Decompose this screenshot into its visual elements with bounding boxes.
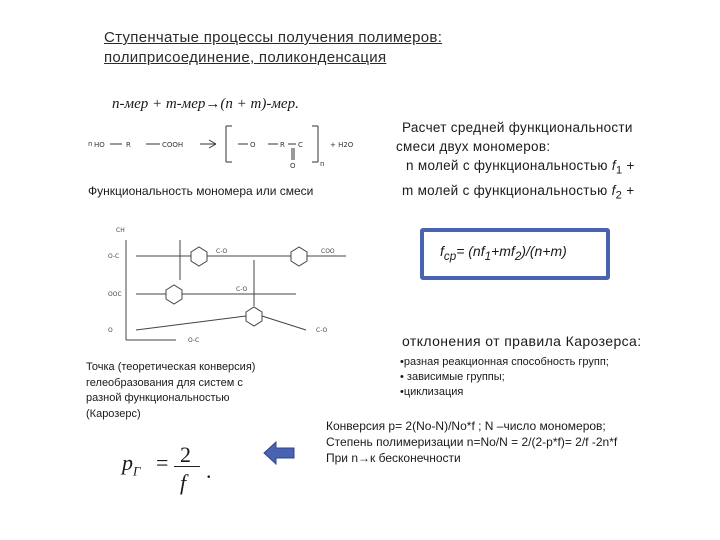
formula-end: )/(n+m): [521, 243, 567, 259]
functionality-caption: Функциональность мономера или смеси: [88, 184, 314, 198]
conversion-line-2: Степень полимеризации n=No/N = 2/(2-p*f)= 2/f -2n*f: [326, 435, 618, 449]
gel-point-formula: [122, 442, 212, 495]
slide-title: [104, 28, 664, 68]
gel-formula-denominator: f: [180, 470, 187, 495]
calc-line-3-f: f: [611, 158, 616, 173]
slide-title-line-2: полиприсоединение, поликонденсация: [104, 49, 387, 66]
svg-text:OOC: OOC: [108, 291, 122, 298]
conversion-text: [326, 418, 617, 466]
svg-text:C-O: C-O: [236, 286, 248, 293]
gel-formula-dot: .: [206, 458, 212, 483]
conversion-line-1: Конверсия p= 2(No-N)/No*f ; N –число мономеров;: [326, 419, 606, 433]
calc-line-4-prefix: m молей с функциональностью: [402, 182, 612, 198]
calc-line-4-f: f: [611, 182, 616, 198]
deviation-item-1: •разная реакционная способность групп;: [400, 356, 609, 368]
calc-line-4: [396, 181, 706, 206]
svg-text:O: O: [108, 327, 113, 334]
svg-text:O-C: O-C: [108, 253, 120, 260]
deviation-item-2: • зависимые группы;: [400, 371, 505, 383]
svg-text:COOH: COOH: [162, 141, 184, 149]
gel-formula-equals: =: [156, 450, 169, 475]
svg-text:R: R: [126, 141, 131, 149]
formula-sub-1: 1: [484, 249, 492, 263]
calc-line-3: [396, 156, 706, 181]
calc-line-3-sub: 1: [615, 164, 623, 177]
svg-text:COO: COO: [321, 248, 335, 255]
reaction-equation: n-мер + m-мер→(n + m)-мер.: [112, 96, 299, 112]
svg-text:R: R: [280, 141, 285, 149]
deviation-item-3: •циклизация: [400, 386, 464, 398]
svg-text:O: O: [250, 141, 256, 149]
gel-formula-fraction-bar: [174, 466, 200, 467]
svg-text:HO: HO: [94, 141, 105, 149]
gel-point-line-3: разной функциональностью: [86, 392, 230, 404]
calc-line-4-suffix: +: [622, 182, 635, 198]
reaction-scheme-image: [88, 118, 358, 172]
svg-text:C-O: C-O: [316, 327, 328, 334]
svg-text:C-O: C-O: [216, 248, 228, 255]
deviations-list: [400, 355, 609, 400]
gel-point-text: [86, 360, 296, 422]
deviations-title: отклонения от правила Карозерса:: [402, 333, 642, 349]
gel-point-line-2: гелеобразования для систем с: [86, 376, 243, 389]
slide-title-line-1: Ступенчатые процессы получения полимеров:: [104, 29, 443, 46]
formula-sub-2: 2: [514, 249, 522, 263]
calc-line-4-sub: 2: [615, 189, 623, 202]
gel-formula-lhs: p: [122, 450, 133, 475]
formula-sub-avg: ср: [443, 249, 457, 263]
formula-f: f: [440, 243, 444, 259]
svg-text:n: n: [88, 140, 93, 148]
average-functionality-formula: [440, 243, 567, 263]
calc-line-1: Расчет средней функциональности: [402, 120, 633, 135]
formula-mid-2: +mf: [491, 243, 515, 259]
formula-mid: = (nf: [456, 243, 485, 259]
conversion-line-3: При n→к бесконечности: [326, 451, 461, 465]
gel-formula-numerator: 2: [180, 442, 191, 467]
calc-line-2: смеси двух мономеров:: [396, 139, 551, 154]
svg-text:O-C: O-C: [188, 337, 200, 344]
polymer-network-image: [96, 220, 386, 350]
svg-text:n: n: [320, 160, 325, 168]
gel-point-line-1: Точка (теоретическая конверсия): [86, 361, 256, 373]
svg-text:CH: CH: [116, 227, 125, 234]
calc-line-3-prefix: n молей с функциональностью: [406, 158, 612, 173]
svg-text:+ H2O: + H2O: [330, 141, 354, 149]
svg-text:O: O: [290, 162, 296, 170]
left-arrow-icon: [262, 440, 296, 466]
svg-text:C: C: [298, 141, 303, 149]
gel-point-line-4: (Карозерс): [86, 407, 141, 420]
gel-formula-lhs-sub: Г: [133, 463, 141, 479]
average-functionality-text: [396, 118, 706, 205]
calc-line-3-suffix: +: [622, 158, 635, 173]
